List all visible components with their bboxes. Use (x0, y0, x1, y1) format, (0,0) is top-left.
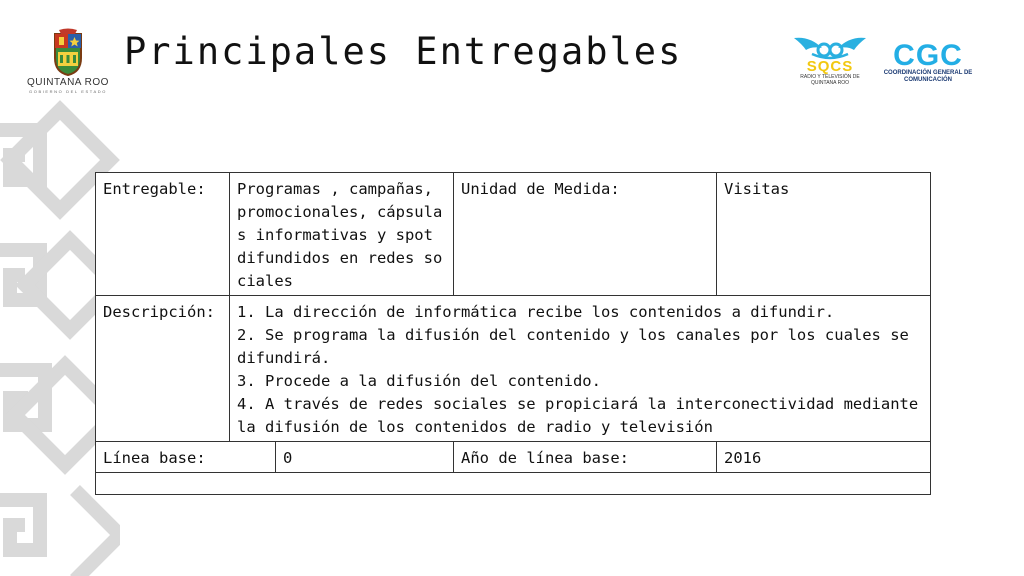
sqcs-wings-icon (792, 34, 868, 60)
table-row (96, 473, 931, 495)
deliverable-value: Programas , campañas, promocionales, cápsulas informativas y spot difundidos en redes sociales (230, 173, 454, 296)
baseline-label: Línea base: (96, 442, 276, 473)
deliverables-table (95, 172, 931, 495)
cgc-subtitle: COORDINACIÓN GENERAL DE COMUNICACIÓN (883, 70, 973, 83)
description-label: Descripción: (96, 296, 230, 442)
empty-row (96, 473, 931, 495)
unit-label: Unidad de Medida: (454, 173, 717, 296)
table-row (96, 173, 931, 296)
table-row (96, 296, 931, 442)
page-title: Principales Entregables (124, 30, 683, 73)
baseline-value: 0 (276, 442, 454, 473)
coat-of-arms-icon (51, 28, 85, 76)
cgc-name: CGC (893, 39, 963, 72)
baseline-year-label: Año de línea base: (454, 442, 717, 473)
sqcs-subtitle: RADIO Y TELEVISIÓN DE QUINTANA ROO (800, 74, 860, 86)
quintana-roo-subtitle: GOBIERNO DEL ESTADO (29, 89, 107, 94)
cgc-logo (878, 39, 978, 84)
quintana-roo-logo (22, 28, 114, 100)
quintana-roo-name: QUINTANA ROO (27, 77, 109, 88)
sqcs-logo (792, 34, 868, 90)
sqcs-name: SQCS (806, 58, 854, 75)
table-row (96, 442, 931, 473)
deliverable-label: Entregable: (96, 173, 230, 296)
description-value: 1. La dirección de informática recibe los contenidos a difundir. 2. Se programa la difusión del contenido y los canales por los cuales se difundirá. 3. Procede a la difusión del contenido. 4. A través de redes sociales se propiciará la interconectividad mediante la difusión de los contenidos de radio y televisión (230, 296, 931, 442)
unit-value: Visitas (717, 173, 931, 296)
baseline-year-value: 2016 (717, 442, 931, 473)
